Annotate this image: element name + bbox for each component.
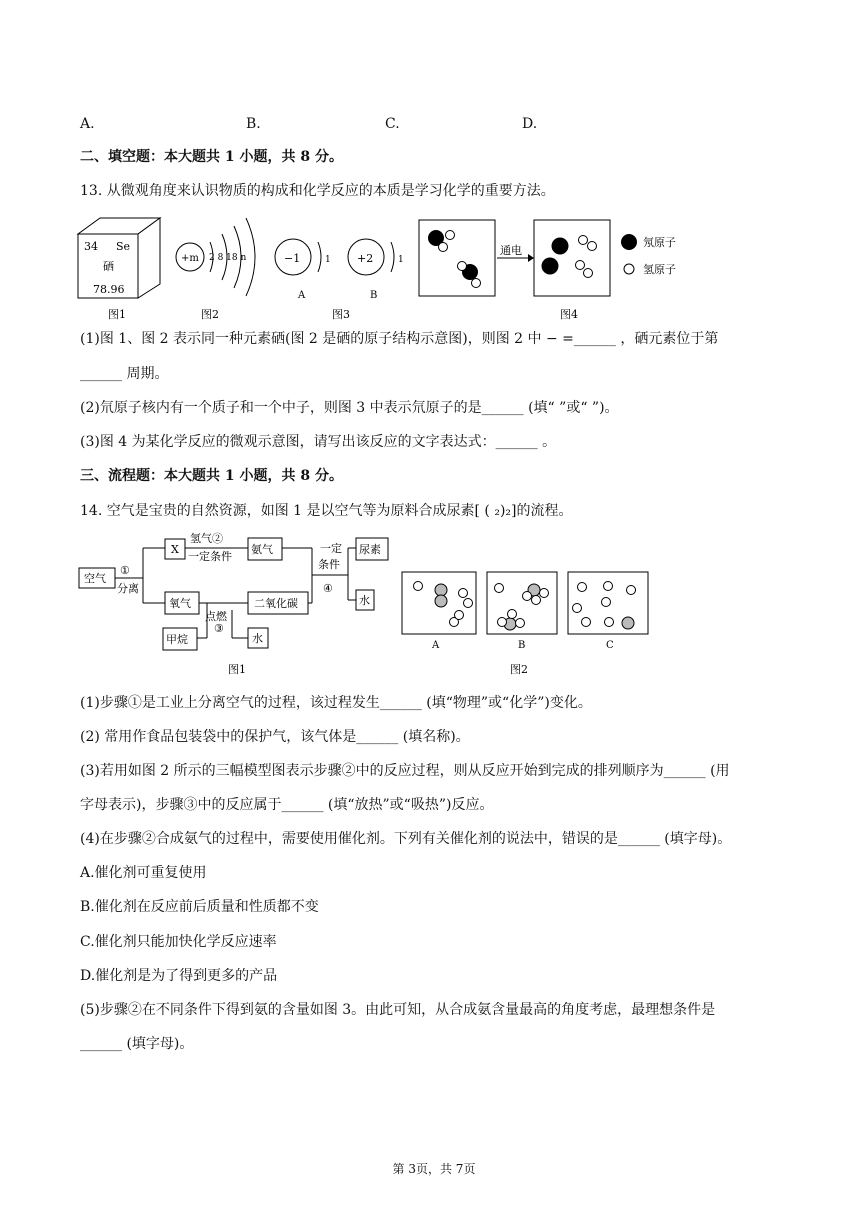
q14-figures (0, 530, 868, 680)
fig4-legend-1: 氖原子 (643, 236, 676, 249)
flow-step3: ③ (214, 622, 224, 635)
q14-option-b: B.催化剂在反应前后质量和性质都不变 (80, 899, 319, 915)
fig3-b-nucleus: +2 (357, 252, 374, 265)
flow-oxygen: 氧气 (169, 597, 191, 610)
q13-figures (0, 210, 868, 330)
q14-part4: (4)在步骤②合成氨气的过程中，需要使用催化剂。下列有关催化剂的说法中，错误的是______ (填字母)。 (80, 831, 732, 847)
flow-cond: 一定条件 (188, 550, 232, 563)
q14-fig2-label-c: C (606, 640, 614, 651)
fig1-name: 硒 (103, 260, 114, 273)
fig2-caption: 图2 (201, 308, 219, 321)
option-a: A. (80, 116, 95, 132)
q14-part3-line2: 字母表示)，步骤③中的反应属于______ (填“放热”或“吸热”)反应。 (80, 797, 494, 813)
flow-step1-num: ① (120, 564, 130, 577)
flow-caption: 图1 (228, 663, 246, 676)
q13-part3: (3)图 4 为某化学反应的微观示意图，请写出该反应的文字表达式：______ 。 (80, 434, 557, 450)
q14-fig2-models (402, 572, 648, 676)
q14-option-c: C.催化剂只能加快化学反应速率 (80, 934, 277, 950)
fig3-particle-a (275, 239, 331, 301)
fig3-a-nucleus: −1 (284, 252, 301, 265)
q13-stem: 13. 从微观角度来认识物质的构成和化学反应的本质是学习化学的重要方法。 (80, 183, 555, 199)
q13-part1-line2: ______ 周期。 (80, 366, 169, 382)
fig4-legend-2: 氢原子 (643, 263, 676, 276)
fig3-b-shell: 1 (398, 255, 404, 265)
flow-step4-num: ④ (323, 582, 333, 595)
flow-ignite: 点燃 (205, 610, 227, 623)
fig4-caption: 图4 (560, 308, 578, 321)
q14-fig2-label-b: B (518, 640, 526, 651)
flow-diagram (79, 531, 388, 676)
page-footer: 第 3页，共 7页 (392, 1162, 476, 1176)
flow-product: 水 (359, 594, 370, 607)
section2-title: 二、填空题：本大题共 1 小题，共 8 分。 (80, 149, 343, 165)
flow-x: X (171, 543, 179, 556)
q14-option-a: A.催化剂可重复使用 (80, 865, 207, 881)
flow-hydrogen: 氢气② (190, 532, 223, 545)
fig2-nucleus: +m (181, 253, 199, 264)
option-b: B. (246, 116, 261, 132)
q14-option-d: D.催化剂是为了得到更多的产品 (80, 968, 278, 984)
fig3-caption: 图3 (332, 308, 350, 321)
q14-part5-line1: (5)步骤②在不同条件下得到氨的含量如图 3。由此可知，从合成氨含量最高的角度考虑，最理想条件是 (80, 1002, 716, 1018)
q14-part1: (1)步骤①是工业上分离空气的过程，该过程发生______ (填“物理”或“化学”)变化。 (80, 695, 592, 711)
section3-title: 三、流程题：本大题共 1 小题，共 8 分。 (80, 468, 343, 484)
fig3-label-a: A (298, 290, 306, 301)
fig1-caption: 图1 (108, 308, 126, 321)
q14-part2: (2) 常用作食品包装袋中的保护气，该气体是______ (填名称)。 (80, 729, 470, 745)
q14-part5-line2: ______ (填字母)。 (80, 1036, 194, 1052)
fig1-number: 34 (84, 240, 98, 253)
flow-step4-a: 一定 (320, 542, 342, 555)
fig3-particle-b (348, 239, 404, 301)
fig2-atom-structure (176, 218, 255, 296)
fig3-a-shell: 1 (325, 255, 331, 265)
fig3-label-b: B (370, 290, 378, 301)
flow-methane: 甲烷 (166, 633, 188, 646)
q13-part2: (2)氘原子核内有一个质子和一个中子，则图 3 中表示氘原子的是______ (填“ ”或“ ”)。 (80, 400, 619, 416)
q14-part3-line1: (3)若用如图 2 所示的三幅模型图表示步骤②中的反应过程，则从反应开始到完成的排列顺序为______ (用 (80, 763, 730, 779)
option-c: C. (385, 116, 400, 132)
q14-fig2-caption: 图2 (510, 663, 528, 676)
flow-water: 水 (252, 632, 263, 645)
flow-co2: 二氧化碳 (254, 597, 298, 610)
fig4-reaction-diagram (419, 220, 676, 296)
flow-urea: 尿素 (359, 543, 381, 556)
flow-ammonia: 氨气 (251, 543, 273, 556)
q13-part1-line1: (1)图 1、图 2 表示同一种元素硒(图 2 是硒的原子结构示意图)，则图 2 中 − =______ ，硒元素位于第 (80, 331, 719, 347)
option-d: D. (522, 116, 538, 132)
fig2-shells: 2 8 18 n (209, 253, 247, 263)
q14-stem: 14. 空气是宝贵的自然资源，如图 1 是以空气等为原料合成尿素[ ( ₂)₂]的流程。 (80, 503, 573, 519)
flow-air: 空气 (84, 572, 106, 585)
q14-fig2-label-a: A (432, 640, 440, 651)
fig1-symbol: Se (116, 240, 131, 253)
fig1-element-cube (78, 218, 160, 298)
fig4-arrow-label: 通电 (500, 244, 522, 257)
flow-step1-text: 分离 (117, 582, 139, 595)
flow-step4-b: 条件 (318, 558, 340, 571)
fig1-mass: 78.96 (93, 283, 125, 296)
